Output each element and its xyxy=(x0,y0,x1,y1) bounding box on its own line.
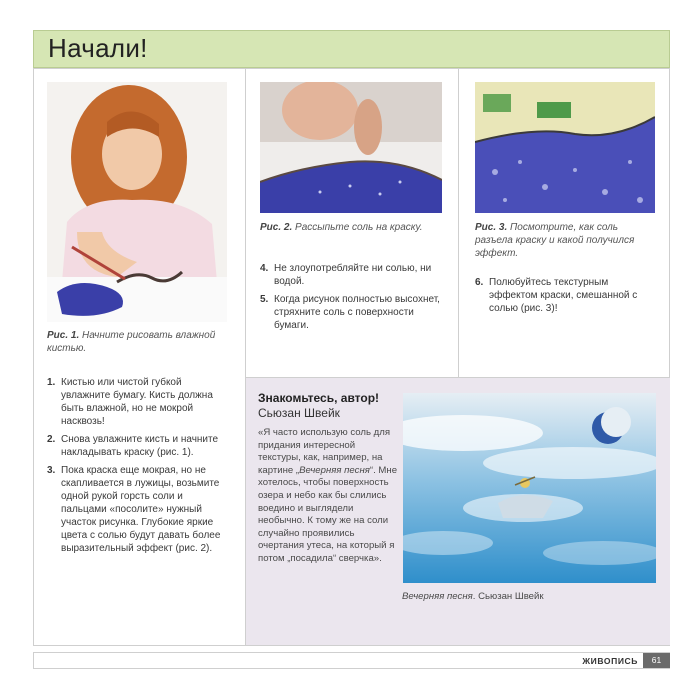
step-item xyxy=(260,262,442,288)
step-number: 2. xyxy=(47,434,56,445)
footer-bar xyxy=(33,652,670,669)
photo-sprinkling-salt xyxy=(260,82,442,213)
steps-right xyxy=(475,276,655,320)
step-text: Когда рисунок полностью высохнет, стряхните соль с поверхности бумаги. xyxy=(274,294,440,331)
author-quote-part: “. Мне хотелось, чтобы поверхность озера и небо как бы слились воедино и выглядели необычно. К тому же на соли случайно проявились очертания утеса, на который я потом „посадила“ сверчка». xyxy=(258,464,398,564)
figure-2-caption-text: Рассыпьте соль на краску. xyxy=(295,222,423,233)
painting-caption-title: Вечерняя песня xyxy=(402,591,473,602)
steps-middle xyxy=(260,262,442,337)
photo-salt-texture xyxy=(475,82,655,213)
step-item xyxy=(260,293,442,332)
footer-section-label: ЖИВОПИСЬ xyxy=(582,656,638,666)
photo-sprinkling-salt-art xyxy=(260,82,442,213)
painting-evening-song xyxy=(403,393,656,583)
painting-caption xyxy=(402,591,544,602)
figure-1-caption xyxy=(47,329,227,355)
step-item xyxy=(47,376,227,428)
figure-2-caption xyxy=(260,221,442,234)
step-item xyxy=(47,433,227,459)
figure-3-caption-text: Посмотрите, как соль разъела краску и какой получился эффект. xyxy=(475,222,635,259)
column-divider xyxy=(458,68,459,377)
author-quote-part: «Я часто использую соль для придания интересной текстуры, как, например, на картине „ xyxy=(258,427,391,476)
step-item xyxy=(47,464,227,555)
step-text: Кистью или чистой губкой увлажните бумагу. Кисть должна быть влажной, но не мокрой насквозь! xyxy=(61,377,213,427)
figure-2-caption-label: Рис. 2. xyxy=(260,222,293,233)
author-quote-painting-title: Вечерняя песня xyxy=(299,464,370,476)
author-quote xyxy=(258,427,398,566)
figure-3-caption-label: Рис. 3. xyxy=(475,222,508,233)
figure-3-caption xyxy=(475,221,655,260)
photo-salt-texture-art xyxy=(475,82,655,213)
header-band xyxy=(33,30,670,68)
painting-caption-author: . Сьюзан Швейк xyxy=(472,591,544,602)
page-title: Начали! xyxy=(48,33,148,63)
step-text: Пока краска еще мокрая, но не скапливается в лужицы, возьмите одной рукой горсть соли и пальцами «посолите» нужный участок рисунка. Глубокие яркие цвета с солью будут давать более выразительный эффект (рис. 2). xyxy=(61,465,221,554)
author-section-title: Знакомьтесь, автор! xyxy=(258,391,380,405)
steps-left xyxy=(47,376,227,560)
step-number: 3. xyxy=(47,465,56,476)
page-number: 61 xyxy=(643,653,670,668)
step-text: Снова увлажните кисть и начните накладывать краску (рис. 1). xyxy=(61,434,219,458)
photo-girl-painting-art xyxy=(47,82,227,322)
step-number: 1. xyxy=(47,377,56,388)
painting-evening-song-art xyxy=(403,393,656,583)
photo-girl-painting xyxy=(47,82,227,322)
step-item xyxy=(475,276,655,315)
step-number: 4. xyxy=(260,263,269,274)
step-text: Полюбуйтесь текстурным эффектом краски, смешанной с солью (рис. 3)! xyxy=(489,277,638,314)
figure-1-caption-label: Рис. 1. xyxy=(47,330,80,341)
author-name: Сьюзан Швейк xyxy=(258,406,340,420)
step-number: 6. xyxy=(475,277,484,288)
figure-1-caption-text: Начните рисовать влажной кистью. xyxy=(47,330,216,354)
step-number: 5. xyxy=(260,294,269,305)
step-text: Не злоупотребляйте ни солью, ни водой. xyxy=(274,263,432,287)
